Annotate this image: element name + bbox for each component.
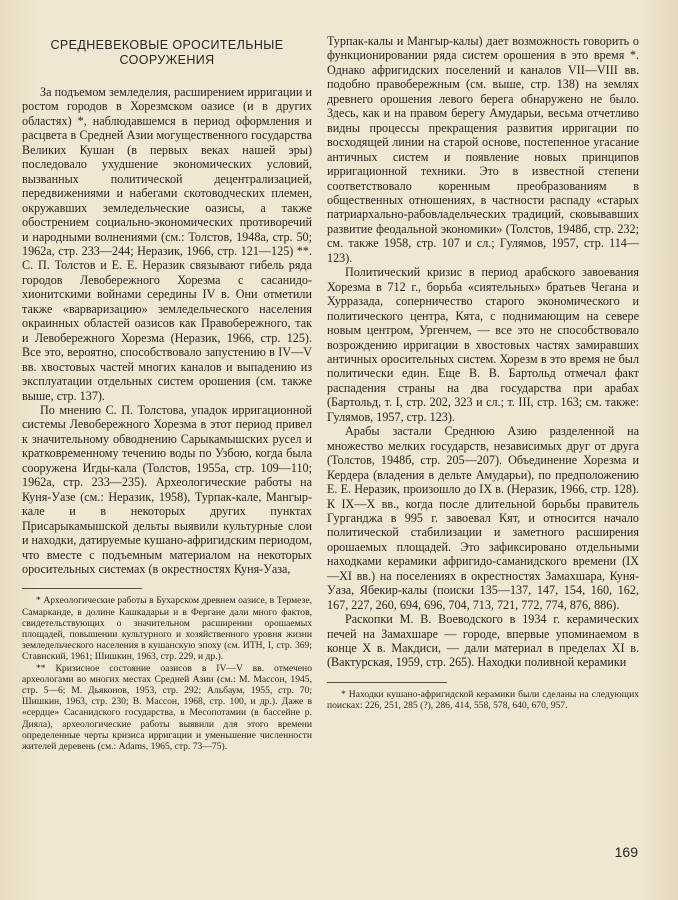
paragraph: Турпак-калы и Мангыр-калы) дает возможность говорить о функционировании ряда систем орошения в это время *. Однако афригидских поселений и каналов VII—VIII вв. подобно правобережным (см. выше, стр. 138) на землях древнего орошения левого берега обнаружено не было. Здесь, как и на правом берегу Амударьи, весьма отчетливо видны процессы прекращения развития ирригации по восходящей линии на старой основе, постепенное угасание античных систем и появление новых принципов ирригационной техники. Это в известной степени соответствовало коренным преобразованиям в общественных отношениях, в частности распаду «старых патриархально-рабовладельческих традиций, сковывавших развитие феодальной экономики» (Толстов, 1948б, стр. 232; см. также 1958, стр. 107 и сл.; Гулямов, 1957, стр. 114—123). (327, 34, 639, 265)
section-heading (22, 38, 312, 67)
paragraph: По мнению С. П. Толстова, упадок ирригационной системы Левобережного Хорезма в этот период привел к значительному обводнению Сарыкамышских русел и кратковременному течению воды по Узбою, когда была сооружена Игды-кала (Толстов, 1955а, стр. 109—110; 1962а, стр. 233—235). Археологические работы на Куня-Уазе (см.: Неразик, 1958), Турпак-кале, Мангыр-кале и в некоторых других пунктах Присарыкамышской дельты выявили культурные слои и находки, датируемые кушано-афригидским периодом, что вместе с подъемным материалом на некоторых оросительных системах (в окрестностях Куня-Уаза, (22, 402, 312, 576)
right-column (327, 34, 639, 711)
footnote-divider (22, 588, 142, 589)
paragraph: Политический кризис в период арабского завоевания Хорезма в 712 г., борьба «сиятельных» братьев Чегана и Хурразада, соперничество старого экономического и политического центра, Кята, с поднимающим на севере новым центром, Ургенчем, — все это не способствовало возрождению ирригации в хвостовых частях замиравших античных оросительных систем. Хорезм в это время не был политически един. Еще В. В. Бартольд отмечал факт распадения страны на два государства при арабах (Бартольд, т. I, стр. 202, 323 и сл.; т. III, стр. 163; см. также: Гулямов, 1957, стр. 123). (327, 265, 639, 424)
footnote: * Находки кушано-афригидской керамики были сделаны на следующих поисках: 226, 251, 285 (?), 286, 414, 558, 578, 640, 670, 957. (327, 688, 639, 712)
paragraph: Раскопки М. В. Воеводского в 1934 г. керамических печей на Замахшаре — городе, впервые упоминаемом в конце X в. Макдиси, — дали материал в пределах XI в. (Вактурская, 1959, стр. 265). Находки поливной керамики (327, 612, 639, 670)
paragraph: Арабы застали Среднюю Азию разделенной на множество мелких государств, независимых друг от друга (Толстов, 1948б, стр. 205—207). Объединение Хорезма и Кердера (владения в дельте Амударьи), по предположению Е. Е. Неразик, произошло до IX в. (Неразик, 1966, стр. 128). К IX—X вв., когда после длительной борьбы правитель Гурганджа в 995 г. завоевал Кят, и относится начало политической стабилизации и заметного расширения орошаемых площадей. Это зафиксировано отдельными находками керамики афригидо-саманидского времени (IX—XI вв.) на поселениях в окрестностях Замахшара, Куня-Уаза, Ябекир-калы (поиски 135—137, 147, 154, 160, 162, 167, 227, 260, 694, 696, 704, 713, 721, 772, 774, 876, 886). (327, 424, 639, 612)
section-heading-line-2: СООРУЖЕНИЯ (119, 52, 215, 67)
page-number: 169 (614, 844, 638, 860)
left-column (22, 34, 312, 752)
footnote-divider (327, 682, 447, 683)
footnote: ** Кризисное состояние оазисов в IV—V вв. отмечено археологами во многих местах Средней Азии (см.: М. Массон, 1945, стр. 5—6; М. Дьяконов, 1953, стр. 292; Альбаум, 1955, стр. 70; Шишкин, 1963, стр. 230; В. Массон, 1968, стр. 100, и др.). Даже в «сердце» Сасанидского государства, в Месопотамии (в бассейне р. Дияла), археологические работы выявили для этого времени определенные черты кризиса ирригации и уменьшение численности жителей деревень (см.: Adams, 1965, стр. 73—75). (22, 662, 312, 753)
paragraph: За подъемом земледелия, расширением ирригации и ростом городов в Хорезмском оазисе (и в других областях) *, наблюдавшемся в период оформления и расцвета в Средней Азии могущественного государства Великих Кушан (в первых веках нашей эры) последовало ухудшение экономических условий, вызванных политической децентрализацией, передвижениями и набегами скотоводческих племен, окружавших земледельческие оазисы, а также обострением социально-экономических противоречий и народными волнениями (см.: Толстов, 1948а, стр. 50; 1962а, стр. 233—244; Неразик, 1966, стр. 121—125) **. С. П. Толстов и Е. Е. Неразик связывают гибель ряда городов Левобережного Хорезма с сасанидо-хионитскими войнами середины IV в. Они отметили также «варваризацию» земледельческого населения окраинных областей оазисов как Правобережного, так и Левобережного Хорезма (Неразик, 1966, стр. 125). Все это, вероятно, способствовало запустению в IV—V вв. хвостовых частей многих каналов и выпадению из эксплуатации отдельных систем орошения (см. также выше, стр. 137). (22, 85, 312, 403)
section-heading-line-1: СРЕДНЕВЕКОВЫЕ ОРОСИТЕЛЬНЫЕ (50, 38, 284, 52)
footnote: * Археологические работы в Бухарском древнем оазисе, в Термезе, Самарканде, в долине Кашкадарьи и в Фергане дали много фактов, свидетельствующих о значительном расширении орошаемых площадей, повышении культурного и хозяйственного уровня жизни земледельческого населения в кушанскую эпоху (см. ИТН, I, стр. 369; Ставиский, 1961; Шишкин, 1963, стр. 229, и др.). (22, 595, 312, 663)
